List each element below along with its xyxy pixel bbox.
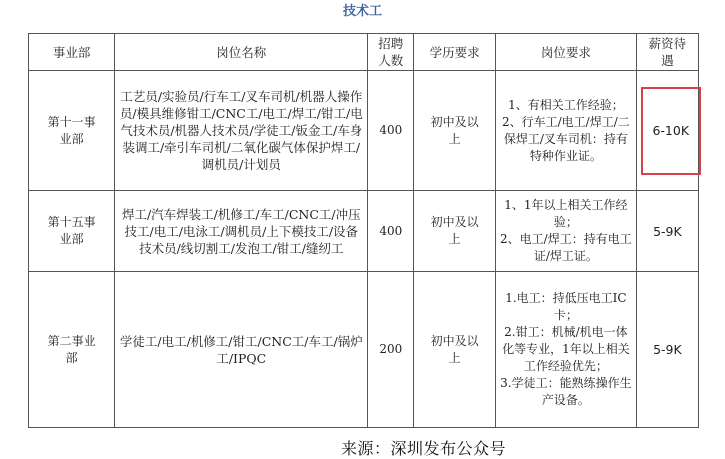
salary-cell: [636, 71, 698, 191]
count-cell: 200: [368, 272, 414, 428]
table-row: [29, 272, 699, 428]
salary-cell: 5-9K: [636, 272, 698, 428]
header-positions: 岗位名称: [115, 34, 368, 71]
requirement-line: 2.钳工：机械/机电一体化等专业，1年以上相关工作经验优先；: [502, 325, 630, 373]
header-division: 事业部: [29, 34, 115, 71]
positions-cell: 学徒工/电工/机修工/钳工/CNC工/车工/锅炉工/IPQC: [115, 272, 368, 428]
header-requirements: 岗位要求: [496, 34, 637, 71]
positions-cell: 工艺员/实验员/行车工/叉车司机/机器人操作员/模具维修钳工/CNC工/电工/焊工/钳工/电气技术员/机器人技术员/学徒工/钣金工/车身装调工/牵引车司机/二氧化碳气体保护焊工/调机员/计划员: [115, 71, 368, 191]
education-cell: 初中及以 上: [414, 191, 496, 272]
requirement-line: 1、1年以上相关工作经验；: [504, 198, 628, 229]
positions-cell: 焊工/汽车焊装工/机修工/车工/CNC工/冲压技工/电工/电泳工/调机员/上下模技工/设备技术员/线切割工/发泡工/钳工/缝纫工: [115, 191, 368, 272]
header-row: [29, 34, 699, 71]
table-row: [29, 191, 699, 272]
education-cell: 初中及以 上: [414, 272, 496, 428]
requirements-cell: [496, 191, 637, 272]
requirement-line: 1.电工：持低压电工IC卡；: [505, 291, 627, 322]
division-cell: 第二事业 部: [29, 272, 115, 428]
requirements-cell: [496, 71, 637, 191]
source-caption: 来源：深圳发布公众号: [341, 439, 507, 458]
education-cell: 初中及以 上: [414, 71, 496, 191]
requirement-line: 1、有相关工作经验；: [508, 97, 624, 112]
count-cell: 400: [368, 71, 414, 191]
salary-highlight-box: 6-10K: [641, 87, 701, 175]
division-cell: 第十一事 业部: [29, 71, 115, 191]
requirement-line: 2、行车工/电工/焊工/二保焊工/叉车司机：持有特种作业证。: [502, 114, 630, 163]
salary-cell: 5-9K: [636, 191, 698, 272]
jobs-table: [28, 33, 699, 428]
requirement-line: 3.学徒工：能熟练操作生产设备。: [500, 376, 632, 407]
requirement-line: 2、电工/焊工：持有电工证/焊工证。: [500, 232, 632, 263]
count-cell: 400: [368, 191, 414, 272]
table-row: [29, 71, 699, 191]
header-count: 招聘 人数: [368, 34, 414, 71]
section-title: 技术工: [342, 4, 382, 19]
header-salary: 薪资待 遇: [636, 34, 698, 71]
header-education: 学历要求: [414, 34, 496, 71]
division-cell: 第十五事 业部: [29, 191, 115, 272]
requirements-cell: [496, 272, 637, 428]
